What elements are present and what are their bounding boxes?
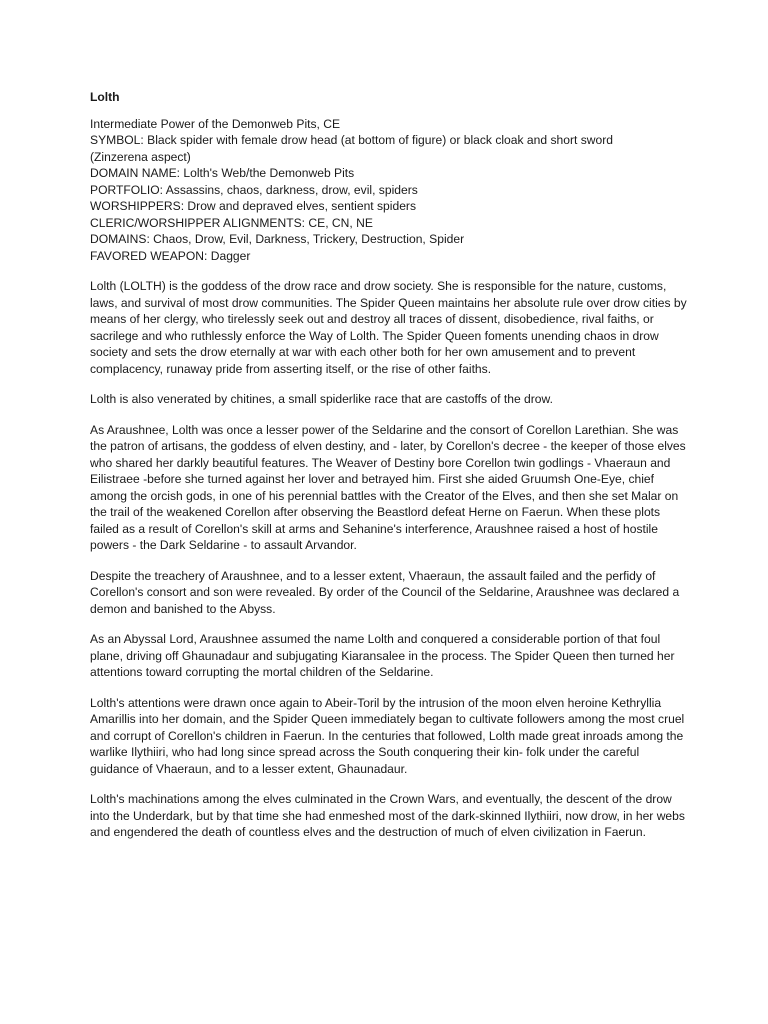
- stat-favored-weapon: FAVORED WEAPON: Dagger: [90, 248, 251, 263]
- paragraph-overview: Lolth (LOLTH) is the goddess of the drow race and drow society. She is responsible for the nature, customs, laws, and survival of most drow communities. The Spider Queen maintains her absolute rule over drow cities by means of her clergy, who tirelessly seek out and destroy all traces of dissent, disobedience, rival faiths, or sacrilege and who ruthlessly enforce the Way of Lolth. The Spider Queen foments unending chaos in drow society and sets the drow eternally at war with each other both for her own amusement and to prevent complacency, runaway pride from asserting itself, or the rise of other faiths.: [90, 279, 687, 376]
- stat-domains: DOMAINS: Chaos, Drow, Evil, Darkness, Trickery, Destruction, Spider: [90, 232, 465, 246]
- document-body: [90, 89, 690, 855]
- stat-portfolio: PORTFOLIO: Assassins, chaos, darkness, drow, evil, spiders: [90, 182, 418, 197]
- stat-symbol: SYMBOL: Black spider with female drow head (at bottom of figure) or black cloak and short sword: [90, 133, 613, 147]
- paragraph-chitines: Lolth is also venerated by chitines, a small spiderlike race that are castoffs of the drow.: [90, 392, 553, 406]
- paragraph-araushnee: As Araushnee, Lolth was once a lesser power of the Seldarine and the consort of Corellon Larethian. She was the patron of artisans, the goddess of elven destiny, and - later, by Corellon's decree - the keeper of those elves who shared her darkly beautiful features. The Weaver of Destiny bore Corellon twin godlings - Vhaeraun and Eilistraee -before she turned against her lover and betrayed him. First she aided Gruumsh One-Eye, chief among the orcish gods, in one of his perennial battles with the Creator of the Elves, and then she set Malar on the trail of the weakened Corellon after observing the Beastlord defeat Herne on Faerun. When these plots failed as a result of Corellon's skill at arms and Sehanine's interference, Araushnee raised a host of hostile powers - the Dark Seldarine - to assault Arvandor.: [90, 422, 686, 552]
- stat-symbol-aspect: (Zinzerena aspect): [90, 149, 191, 164]
- stat-worshippers: WORSHIPPERS: Drow and depraved elves, sentient spiders: [90, 199, 416, 213]
- stat-power: Intermediate Power of the Demonweb Pits, CE: [90, 116, 341, 131]
- paragraph-crown-wars: Lolth's machinations among the elves culminated in the Crown Wars, and eventually, the descent of the drow into the Underdark, but by that time she had enmeshed most of the dark-skinned Ilythiiri, now drow, in her webs and engendered the death of countless elves and the destruction of much of elven civilization in Faerun.: [90, 792, 685, 839]
- stat-domain-name: DOMAIN NAME: Lolth's Web/the Demonweb Pits: [90, 166, 355, 180]
- deity-stat-block: [90, 116, 690, 265]
- stat-alignments: CLERIC/WORSHIPPER ALIGNMENTS: CE, CN, NE: [90, 215, 373, 230]
- paragraph-treachery: Despite the treachery of Araushnee, and to a lesser extent, Vhaeraun, the assault failed and the perfidy of Corellon's consort and son were revealed. By order of the Council of the Seldarine, Araushnee was declared a demon and banished to the Abyss.: [90, 568, 680, 616]
- document-title: Lolth: [90, 90, 120, 104]
- paragraph-abeir-toril: Lolth's attentions were drawn once again to Abeir-Toril by the intrusion of the moon elven heroine Kethryllia Amarillis into her domain, and the Spider Queen immediately began to cultivate followers among the most cruel and corrupt of Corellon's children in Faerun. In the centuries that followed, Lolth made great inroads among the warlike Ilythiiri, who had long since spread across the South conquering their kin- folk under the careful guidance of Vhaeraun, and to a lesser extent, Ghaunadaur.: [90, 695, 685, 776]
- paragraph-abyssal-lord: As an Abyssal Lord, Araushnee assumed the name Lolth and conquered a considerable portion of that foul plane, driving off Ghaunadaur and subjugating Kiaransalee in the process. The Spider Queen then turned her attentions toward corrupting the mortal children of the Seldarine.: [90, 632, 675, 679]
